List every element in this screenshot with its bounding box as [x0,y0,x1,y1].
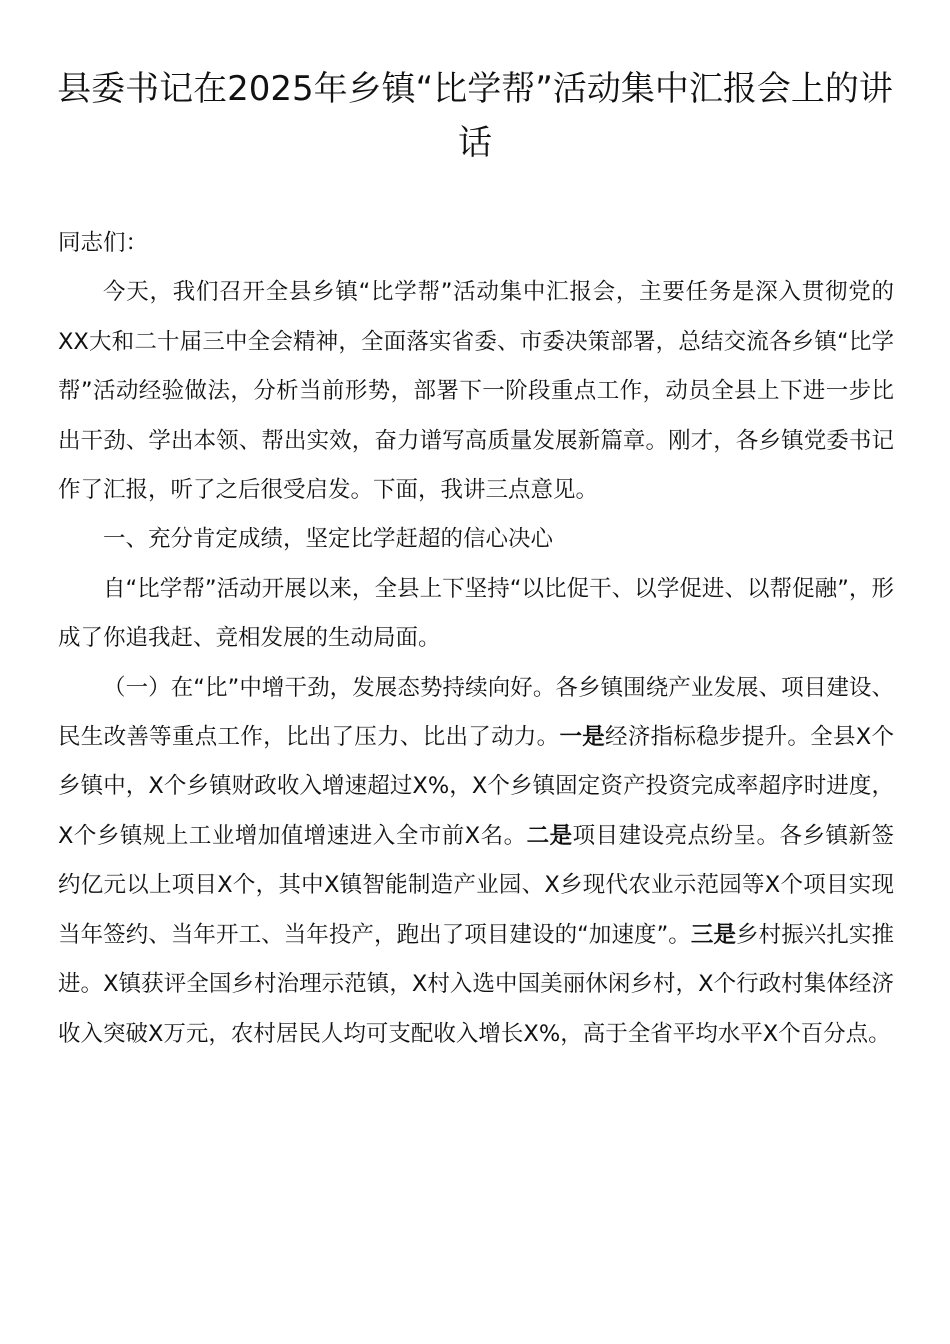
subsection-1-text-2: 项目建设亮点纷呈。各乡镇新签约亿元以上项目X个，其中X镇智能制造产业园、X乡现代农业示范园等X个项目实现当年签约、当年开工、当年投产，跑出了项目建设的“加速度”。 [58,822,894,948]
lead-phrase-1: 一是 [559,724,606,751]
lead-phrase-2: 二是 [526,822,573,849]
paragraph-intro: 今天，我们召开全县乡镇“比学帮”活动集中汇报会，主要任务是深入贯彻党的XX大和二十届三中全会精神，全面落实省委、市委决策部署，总结交流各乡镇“比学帮”活动经验做法，分析当前形势，部署下一阶段重点工作，动员全县上下进一步比出干劲、学出本领、帮出实效，奋力谱写高质量发展新篇章。刚才，各乡镇党委书记作了汇报，听了之后很受启发。下面，我讲三点意见。 [58,279,894,504]
document-body [58,219,894,1059]
paragraph-since: 自“比学帮”活动开展以来，全县上下坚持“以比促干、以学促进、以帮促融”，形成了你追我赶、竞相发展的生动局面。 [58,575,894,652]
subsection-1-intro: （一）在“比”中增干劲，发展态势持续向好。各乡镇围绕产业发展、项目建设、民生改善等重点工作，比出了压力、比出了动力。 [58,674,894,751]
subsection-1-text-3: 乡村振兴扎实推进。X镇获评全国乡村治理示范镇，X村入选中国美丽休闲乡村，X个行政村集体经济收入突破X万元，农村居民人均可支配收入增长X%，高于全省平均水平X个百分点。 [58,921,894,1047]
paragraph-subsection-1 [58,664,894,1059]
salutation: 同志们： [58,230,149,256]
subsection-1-text-1: 经济指标稳步提升。全县X个乡镇中，X个乡镇财政收入增速超过X%，X个乡镇固定资产投资完成率超序时进度，X个乡镇规上工业增加值增速进入全市前X名。 [58,724,894,849]
document-title: 县委书记在2025年乡镇“比学帮”活动集中汇报会上的讲话 [57,69,893,163]
lead-phrase-3: 三是 [690,921,737,948]
section-heading-1: 一、充分肯定成绩，坚定比学赶超的信心决心 [103,526,554,553]
